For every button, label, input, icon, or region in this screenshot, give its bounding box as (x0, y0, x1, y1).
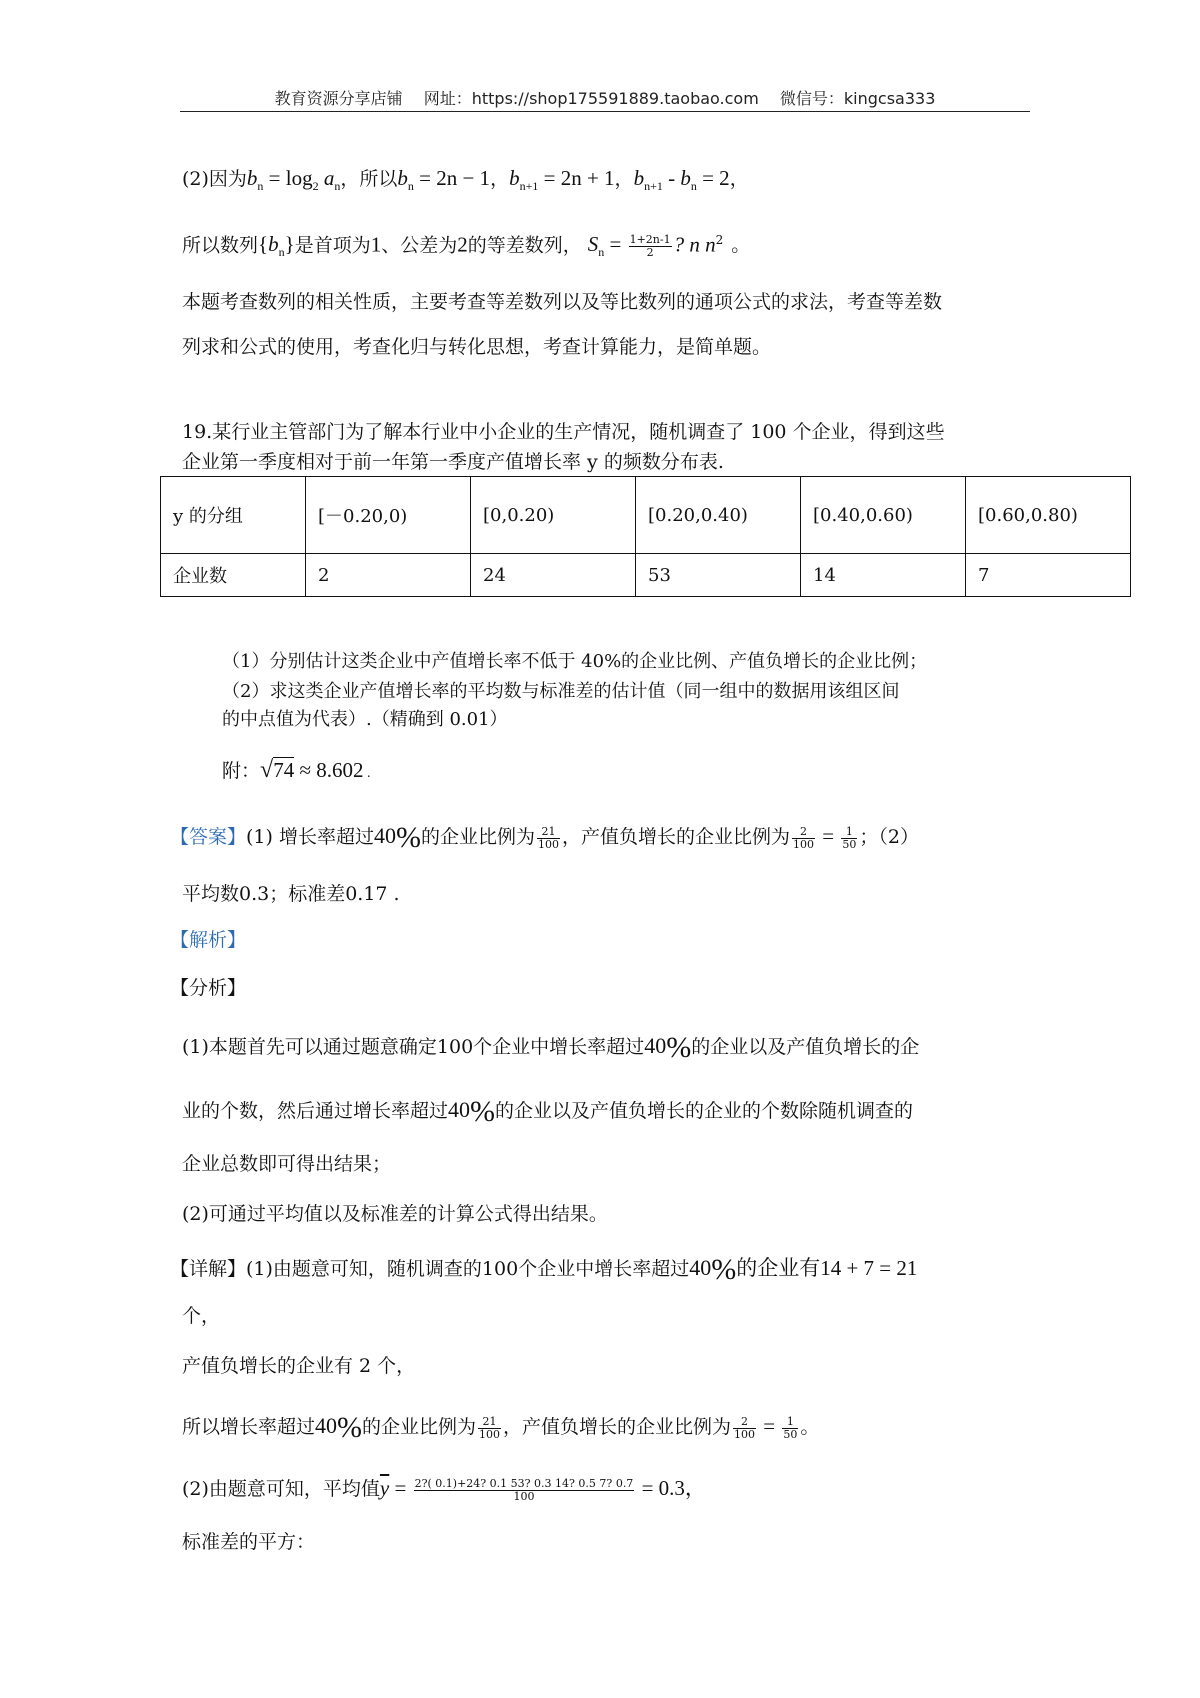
table-cell: [0.40,0.60) (801, 477, 966, 554)
q19-sub2a: （2）求这类企业产值增长率的平均数与标准差的估计值（同一组中的数据用该组区间 (222, 681, 900, 702)
answer-line2: 平均数0.3；标准差0.17 . (182, 883, 400, 905)
table-row (161, 554, 1131, 597)
analysis-p3: 企业总数即可得出结果； (182, 1153, 392, 1175)
detail-line3: 产值负增长的企业有 2 个， (182, 1355, 416, 1377)
table-cell: [0.20,0.40) (636, 477, 801, 554)
page-header (180, 86, 1030, 109)
table-cell: 24 (471, 554, 636, 597)
table-row (161, 477, 1131, 554)
frequency-table (160, 476, 1131, 597)
table-cell: 2 (306, 554, 471, 597)
fenxi-label: 【分析】 (170, 977, 247, 999)
detail-line5: (2)由题意可知，平均值$\overline{y}$ = $\frac{2?( 0.1)+24? 0.1 53? 0.3 14? 0.5 7? 0.7}{100}$ = 0.3， (182, 1476, 706, 1503)
analysis-p1: (1)本题首先可以通过题意确定100个企业中增长率超过40%的企业以及产值负增长的企 (182, 1031, 920, 1064)
q19-line1: 19.某行业主管部门为了解本行业中小企业的生产情况，随机调查了 100 个企业，得到这些 (182, 421, 945, 443)
analysis-p2: 业的个数，然后通过增长率超过40%的企业以及产值负增长的企业的个数除随机调查的 (182, 1095, 914, 1128)
detail-line6: 标准差的平方： (182, 1531, 316, 1553)
header-shop: 教育资源分享店铺 (274, 89, 403, 108)
q19-appendix: 附：√74 ≈ 8.602 . (222, 757, 371, 783)
q18-summary-2: 列求和公式的使用，考查化归与转化思想，考查计算能力，是简单题。 (182, 336, 772, 358)
detail-line1: 【详解】(1)由题意可知，随机调查的100个企业中增长率超过40%的企业有14 + 7 = 21 (170, 1253, 918, 1286)
header-divider (180, 111, 1030, 112)
answer-label: 【答案】 (170, 826, 247, 848)
q18-line2: 所以数列$\{b_n\}$是首项为1、公差为2的等差数列， $S_n$ = $\frac{1+2n-1}{2}$ ? n $n^2$ 。 (182, 232, 751, 260)
header-wechat: 微信号：kingcsa333 (779, 89, 936, 108)
q18-summary-1: 本题考查数列的相关性质，主要考查等差数列以及等比数列的通项公式的求法，考查等差数 (182, 291, 943, 313)
q19-sub1: （1）分别估计这类企业中产值增长率不低于 40%的企业比例、产值负增长的企业比例； (222, 651, 928, 672)
analysis-p4: (2)可通过平均值以及标准差的计算公式得出结果。 (182, 1203, 608, 1225)
detail-line2: 个， (182, 1305, 221, 1327)
detail-label: 【详解】 (170, 1258, 247, 1280)
answer-line1: 【答案】(1) 增长率超过40%的企业比例为 $\frac{21}{100}$ ，产值负增长的企业比例为 $\frac{2}{100}$ = $\frac{1}{50}$ ；（2） (170, 821, 919, 854)
table-cell: [0,0.20) (471, 477, 636, 554)
table-cell: [0.60,0.80) (966, 477, 1131, 554)
q19-sub2b: 的中点值为代表）.（精确到 0.01） (222, 709, 508, 730)
table-cell: 企业数 (161, 554, 306, 597)
q18-line1: (2)因为$b_n = \log_2 a_n$，所以$b_n = 2n - 1$，$b_{n+1} = 2n + 1$，$b_{n+1} - b_n = 2$， (182, 166, 749, 194)
analysis-label: 【解析】 (170, 929, 247, 951)
table-cell: 53 (636, 554, 801, 597)
table-cell: 14 (801, 554, 966, 597)
detail-line4: 所以增长率超过40%的企业比例为 $\frac{21}{100}$ ，产值负增长的企业比例为 $\frac{2}{100}$ = $\frac{1}{50}$ 。 (182, 1411, 820, 1444)
table-cell: 7 (966, 554, 1131, 597)
table-cell: y 的分组 (161, 477, 306, 554)
table-cell: [－0.20,0) (306, 477, 471, 554)
q19-line2: 企业第一季度相对于前一年第一季度产值增长率 y 的频数分布表. (182, 451, 724, 473)
header-url: 网址：https://shop175591889.taobao.com (423, 89, 759, 108)
